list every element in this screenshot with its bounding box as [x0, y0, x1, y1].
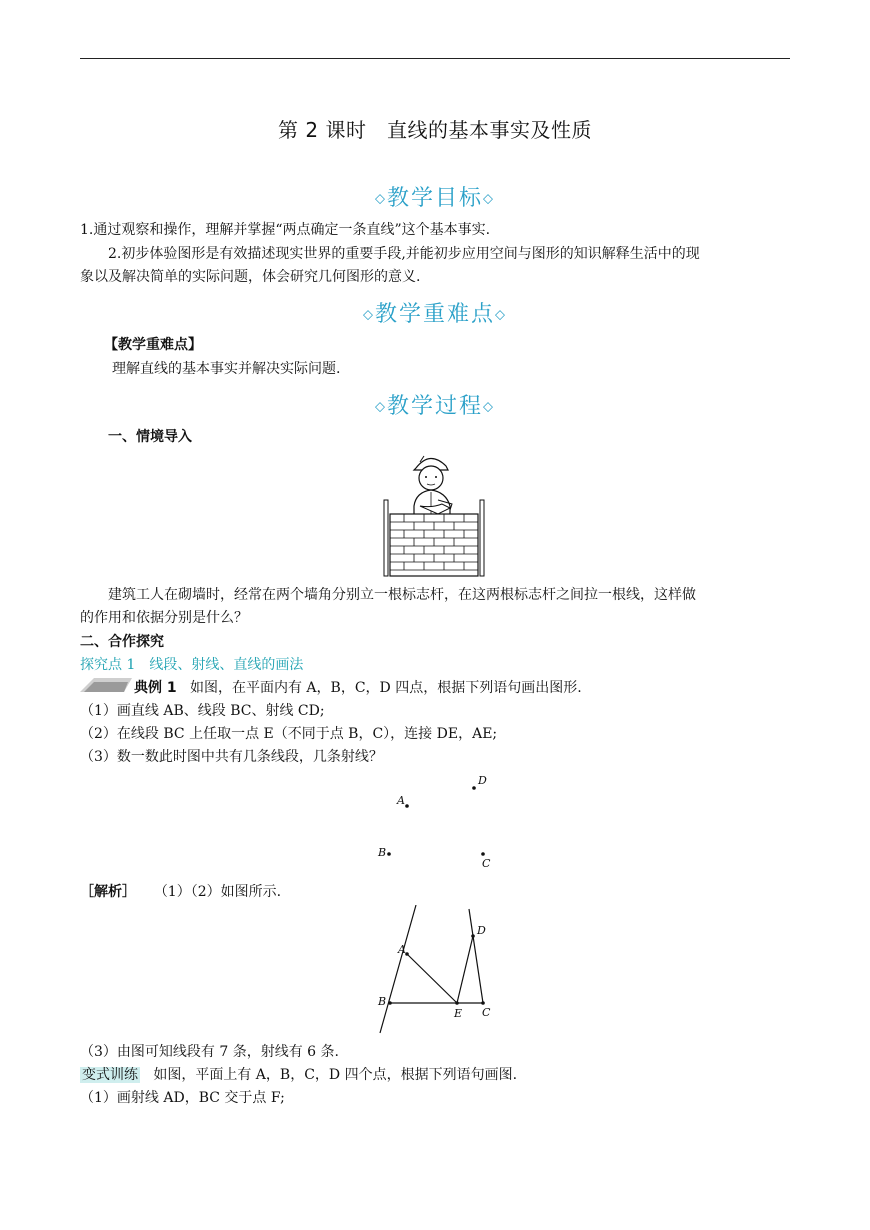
- label-e: E: [454, 1007, 463, 1020]
- analysis-text: （1）（2）如图所示.: [153, 884, 282, 900]
- point-c: [481, 852, 485, 856]
- label-b: B: [378, 846, 387, 859]
- variant-text: 如图，平面上有 A，B，C，D 四个点，根据下列语句画图.: [153, 1067, 518, 1083]
- point-a: [405, 804, 409, 808]
- point-b: [387, 852, 391, 856]
- key-points-text: 理解直线的基本事实并解决实际问题.: [112, 361, 341, 377]
- lesson-title: 第 2 课时 直线的基本事实及性质: [278, 118, 592, 142]
- label-a: A: [397, 794, 405, 807]
- part1-title: 一、情境导入: [108, 429, 192, 445]
- header-rule: [80, 58, 790, 59]
- key-points-label: 【教学重难点】: [104, 337, 202, 353]
- diamond-icon: ◇: [483, 191, 495, 207]
- diamond-icon: ◇: [374, 399, 387, 415]
- label-b: B: [378, 995, 387, 1008]
- variant-training: [80, 1064, 517, 1086]
- question-2: （2）在线段 BC 上任取一点 E（不同于点 B，C），连接 DE，AE;: [80, 726, 498, 742]
- goal-item-2-line2: 象以及解决简单的实际问题，体会研究几何图形的意义.: [80, 269, 421, 285]
- goal-item-1: 1.通过观察和操作，理解并掌握“两点确定一条直线”这个基本事实.: [80, 222, 491, 238]
- section-heading-text: 教学目标: [386, 186, 483, 211]
- answer-3: （3）由图可知线段有 7 条，射线有 6 条.: [80, 1044, 339, 1060]
- variant-label: 变式训练: [82, 1067, 138, 1083]
- label-c: C: [482, 857, 491, 870]
- label-d: D: [478, 774, 487, 787]
- goal-item-2-line1: 2.初步体验图形是有效描述现实世界的重要手段,并能初步应用空间与图形的知识解释生活中的现: [108, 246, 700, 262]
- label-a: A: [398, 943, 406, 956]
- bricklayer-illustration: [380, 448, 490, 578]
- question-3: （3）数一数此时图中共有几条线段，几条射线？: [80, 749, 383, 765]
- label-d: D: [477, 924, 486, 937]
- example-text: 如图，在平面内有 A，B，C，D 四点，根据下列语句画出图形.: [189, 680, 582, 696]
- diamond-icon: ◇: [374, 191, 387, 207]
- intro-text-line2: 的作用和依据分别是什么？: [80, 610, 248, 626]
- points-figure: [370, 770, 510, 875]
- question-1: （1）画直线 AB、线段 BC、射线 CD;: [80, 703, 325, 719]
- solution-figure: [370, 905, 510, 1035]
- analysis-label: ［解析］: [80, 884, 136, 900]
- line-ab: [380, 905, 416, 1033]
- part2-title: 二、合作探究: [80, 634, 164, 650]
- intro-text-line1: 建筑工人在砌墙时，经常在两个墙角分别立一根标志杆，在这两根标志杆之间拉一根线，这样做: [108, 587, 696, 603]
- point-d: [472, 786, 476, 790]
- section-heading-text: 教学重难点: [374, 302, 495, 327]
- segment-ae: [407, 954, 457, 1003]
- explore-point-heading: 探究点 1 线段、射线、直线的画法: [80, 657, 304, 673]
- example-ribbon-icon: [80, 678, 132, 692]
- section-heading-process: [0, 389, 870, 420]
- example-1: [134, 677, 582, 699]
- diamond-icon: ◇: [495, 307, 507, 323]
- section-heading-key-points: [0, 297, 870, 328]
- label-c: C: [482, 1006, 491, 1019]
- section-heading-text: 教学过程: [386, 394, 483, 419]
- diamond-icon: ◇: [362, 307, 375, 323]
- analysis: [80, 881, 281, 903]
- variant-question-1: （1）画射线 AD，BC 交于点 F;: [80, 1090, 285, 1106]
- example-label: 典例 1: [134, 680, 177, 696]
- segment-de: [457, 936, 473, 1003]
- diamond-icon: ◇: [483, 399, 495, 415]
- section-heading-goals: [0, 181, 870, 212]
